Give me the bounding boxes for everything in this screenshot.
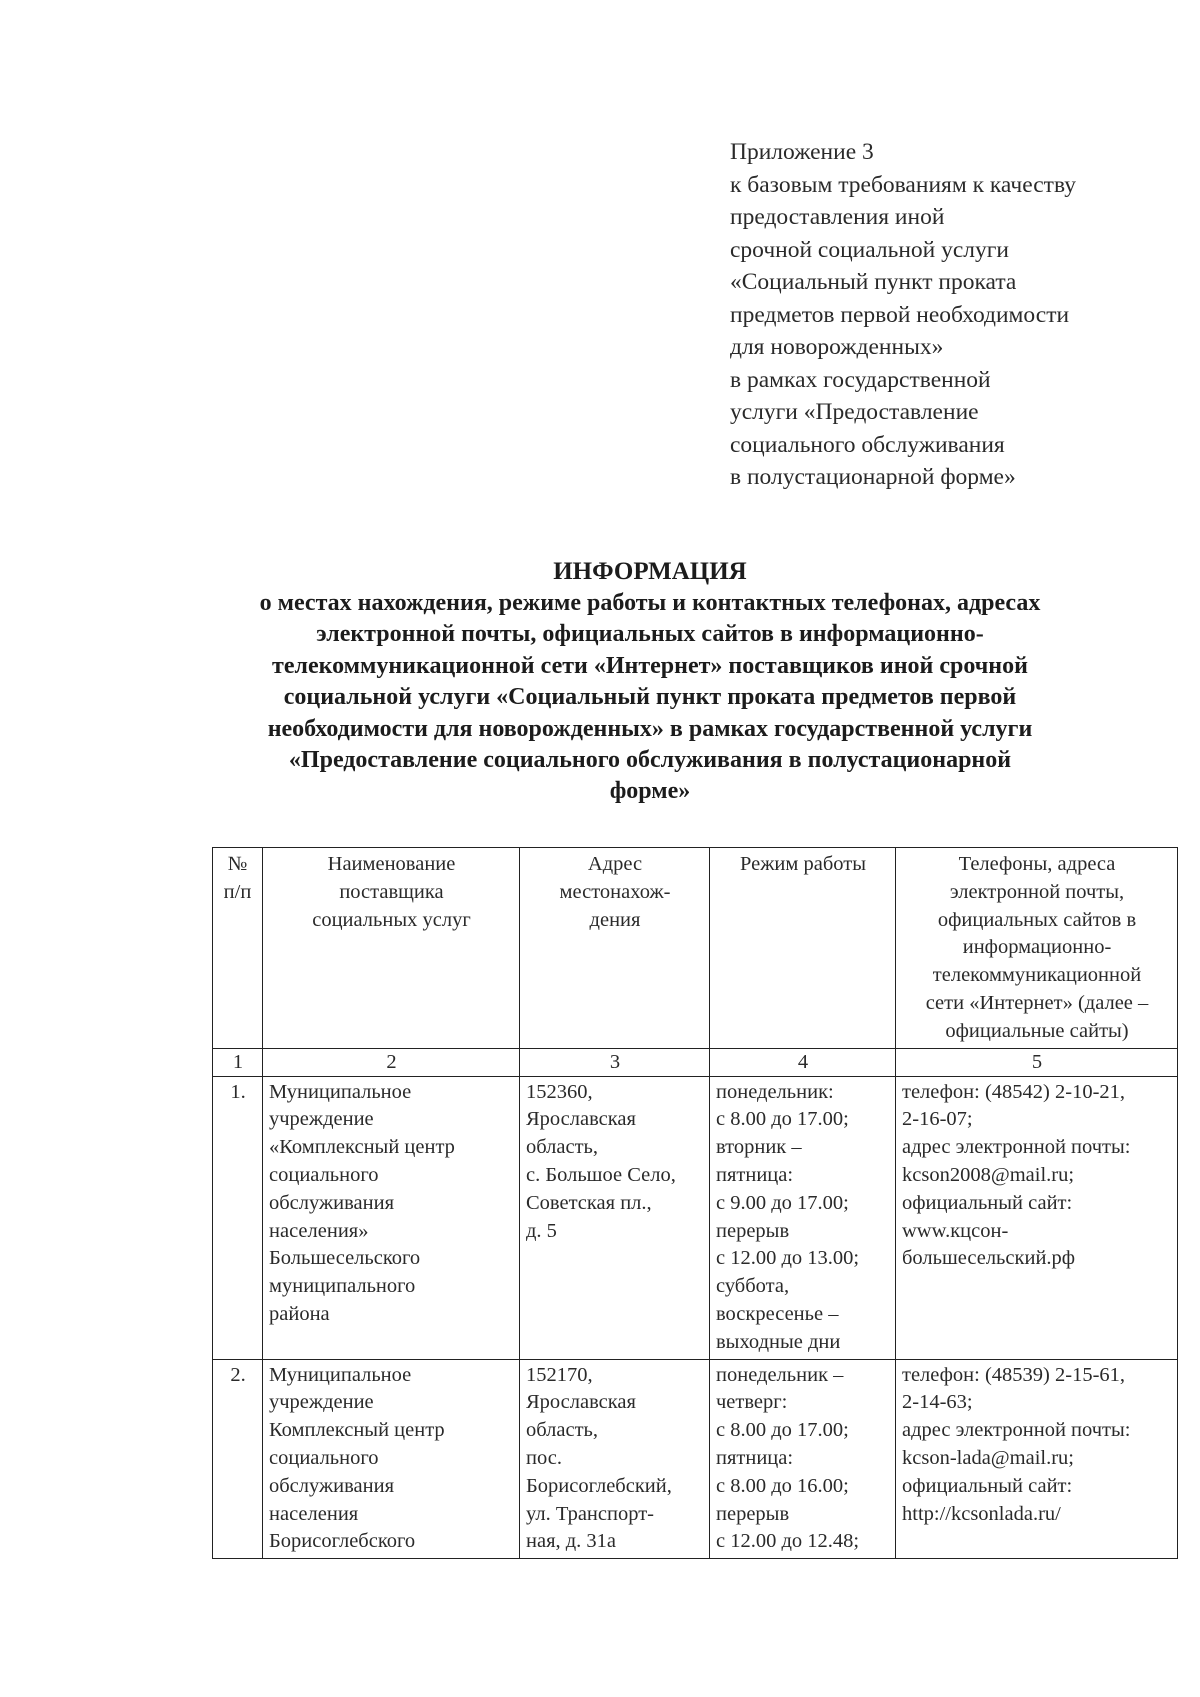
cell-nr	[213, 1359, 263, 1558]
cell-line: Ярославская	[526, 1391, 636, 1414]
title-line: о местах нахождения, режиме работы и контактных телефонах, адресах	[259, 590, 1041, 616]
cell-line: с 8.00 до 17.00;	[716, 1419, 849, 1442]
title-line: телекоммуникационной сети «Интернет» поставщиков иной срочной	[272, 652, 1028, 679]
column-number-row	[213, 1048, 1178, 1076]
cell-address	[520, 1076, 710, 1359]
title-line: «Предоставление социального обслуживания в полустационарной	[288, 747, 1012, 774]
cell-line: Ярославская	[526, 1108, 636, 1131]
cell-line: муниципального	[269, 1275, 416, 1298]
header-line: сети «Интернет» (далее –	[925, 991, 1149, 1014]
header-line: дения	[589, 908, 641, 931]
cell-contacts	[896, 1076, 1178, 1359]
appendix-caption	[730, 136, 1170, 494]
cell-line: с. Большое Село,	[526, 1163, 676, 1186]
cell-line: пос.	[526, 1446, 562, 1469]
cell-line: kcson-lada@mail.ru;	[902, 1446, 1075, 1469]
cell-line: Советская пл.,	[526, 1191, 652, 1214]
cell-provider-name	[263, 1076, 520, 1359]
cell-line: учреждение	[269, 1108, 374, 1131]
cell-line: с 8.00 до 16.00;	[716, 1474, 849, 1497]
cell-line: 152360,	[526, 1080, 593, 1103]
header-schedule	[710, 848, 896, 1049]
cell-line: воскресенье –	[716, 1302, 839, 1325]
column-number: 2	[263, 1048, 520, 1076]
column-number: 4	[710, 1048, 896, 1076]
cell-clip	[219, 1362, 257, 1556]
appendix-line: социального обслуживания	[730, 431, 1005, 458]
cell-line: официальный сайт:	[902, 1474, 1073, 1497]
cell-line: с 9.00 до 17.00;	[716, 1191, 849, 1214]
header-line: Наименование	[327, 853, 456, 875]
cell-line: суббота,	[716, 1275, 790, 1298]
cell-clip	[526, 1362, 704, 1556]
column-number: 1	[213, 1048, 263, 1076]
column-number: 5	[896, 1048, 1178, 1076]
cell-line: 2.	[230, 1363, 246, 1386]
cell-line: Комплексный центр	[269, 1419, 445, 1442]
cell-clip	[269, 1362, 514, 1556]
header-line: социальных услуг	[312, 908, 471, 931]
header-line: поставщика	[339, 880, 444, 903]
appendix-line: в полустационарной форме»	[730, 464, 1016, 490]
table-header-row	[213, 848, 1178, 1049]
cell-line: «Комплексный центр	[269, 1136, 455, 1159]
appendix-line: для новорожденных»	[730, 334, 944, 360]
header-line: официальных сайтов в	[937, 908, 1137, 931]
cell-line: с 12.00 до 12.48;	[716, 1530, 860, 1553]
appendix-line: Приложение 3	[730, 139, 874, 165]
cell-line: 2-16-07;	[902, 1108, 973, 1131]
header-address	[520, 848, 710, 1049]
cell-line: понедельник:	[716, 1080, 834, 1103]
document-title	[150, 556, 1150, 808]
cell-line: социального	[269, 1446, 379, 1469]
cell-line: телефон: (48542) 2-10-21,	[902, 1080, 1126, 1103]
cell-line: с 12.00 до 13.00;	[716, 1247, 860, 1270]
header-provider-name	[263, 848, 520, 1049]
appendix-line: срочной социальной услуги	[730, 236, 1009, 263]
header-line: Режим работы	[740, 853, 866, 875]
cell-nr	[213, 1076, 263, 1359]
cell-line: учреждение	[269, 1391, 374, 1414]
table-row	[213, 1076, 1178, 1359]
header-contacts	[896, 848, 1178, 1049]
title-heading: ИНФОРМАЦИЯ	[553, 558, 747, 585]
cell-line: большесельский.рф	[902, 1247, 1076, 1270]
title-line: форме»	[609, 778, 691, 805]
header-number	[213, 848, 263, 1049]
cell-line: Большесельского	[269, 1247, 421, 1270]
header-line: Адрес	[587, 853, 643, 875]
cell-line: обслуживания	[269, 1474, 395, 1497]
cell-line: http://kcsonlada.ru/	[902, 1502, 1061, 1525]
appendix-line: предметов первой необходимости	[730, 301, 1070, 328]
cell-line: социального	[269, 1163, 379, 1186]
cell-line: ул. Транспорт-	[526, 1502, 654, 1525]
cell-line: ная, д. 31а	[526, 1530, 617, 1553]
title-line: электронной почты, официальных сайтов в информационно-	[316, 621, 984, 648]
cell-line: 1.	[230, 1080, 246, 1103]
cell-line: с 8.00 до 17.00;	[716, 1108, 849, 1131]
appendix-line: к базовым требованиям к качеству	[730, 171, 1076, 198]
cell-schedule	[710, 1359, 896, 1558]
table-row	[213, 1359, 1178, 1558]
cell-clip	[716, 1362, 890, 1556]
cell-line: официальный сайт:	[902, 1191, 1073, 1214]
cell-address	[520, 1359, 710, 1558]
cell-line: выходные дни	[716, 1330, 841, 1353]
cell-line: д. 5	[526, 1219, 557, 1242]
cell-line: телефон: (48539) 2-15-61,	[902, 1363, 1126, 1386]
cell-line: пятница:	[716, 1163, 794, 1186]
cell-line: область,	[526, 1136, 599, 1159]
cell-line: 152170,	[526, 1363, 593, 1386]
header-line: информационно-	[962, 936, 1112, 959]
cell-line: Муниципальное	[269, 1363, 412, 1386]
header-line: официальные сайты)	[945, 1019, 1129, 1042]
cell-line: область,	[526, 1419, 599, 1442]
cell-line: понедельник –	[716, 1363, 844, 1386]
cell-line: Борисоглебский,	[526, 1474, 672, 1497]
cell-line: 2-14-63;	[902, 1391, 973, 1414]
cell-line: перерыв	[716, 1502, 790, 1525]
appendix-line: в рамках государственной	[730, 366, 991, 393]
appendix-line: предоставления иной	[730, 204, 945, 230]
header-line: п/п	[223, 880, 252, 903]
cell-contacts	[896, 1359, 1178, 1558]
cell-line: населения»	[269, 1219, 369, 1242]
cell-clip	[902, 1362, 1172, 1556]
header-line: электронной почты,	[949, 880, 1125, 903]
appendix-line: «Социальный пункт проката	[730, 269, 1017, 295]
cell-line: kcson2008@mail.ru;	[902, 1163, 1075, 1186]
header-line: местонахож-	[559, 880, 671, 903]
cell-line: адрес электронной почты:	[902, 1419, 1131, 1442]
providers-table	[212, 847, 1178, 1559]
header-line: №	[227, 853, 248, 875]
cell-line: адрес электронной почты:	[902, 1136, 1131, 1159]
header-line: телекоммуникационной	[932, 964, 1142, 987]
appendix-line: услуги «Предоставление	[730, 399, 979, 425]
title-line: необходимости для новорожденных» в рамках государственной услуги	[267, 715, 1033, 742]
cell-line: Муниципальное	[269, 1080, 412, 1103]
cell-schedule	[710, 1076, 896, 1359]
title-line: социальной услуги «Социальный пункт проката предметов первой	[283, 684, 1017, 711]
cell-line: Борисоглебского	[269, 1530, 416, 1553]
cell-line: населения	[269, 1502, 359, 1525]
cell-line: четверг:	[716, 1391, 788, 1414]
header-line: Телефоны, адреса	[958, 853, 1116, 875]
title-subtitle	[150, 588, 1150, 808]
cell-line: пятница:	[716, 1446, 794, 1469]
column-number: 3	[520, 1048, 710, 1076]
cell-line: вторник –	[716, 1136, 802, 1159]
cell-provider-name	[263, 1359, 520, 1558]
cell-line: обслуживания	[269, 1191, 395, 1214]
cell-line: www.кцсон-	[902, 1219, 1009, 1242]
cell-line: перерыв	[716, 1219, 790, 1242]
cell-line: района	[269, 1302, 330, 1325]
